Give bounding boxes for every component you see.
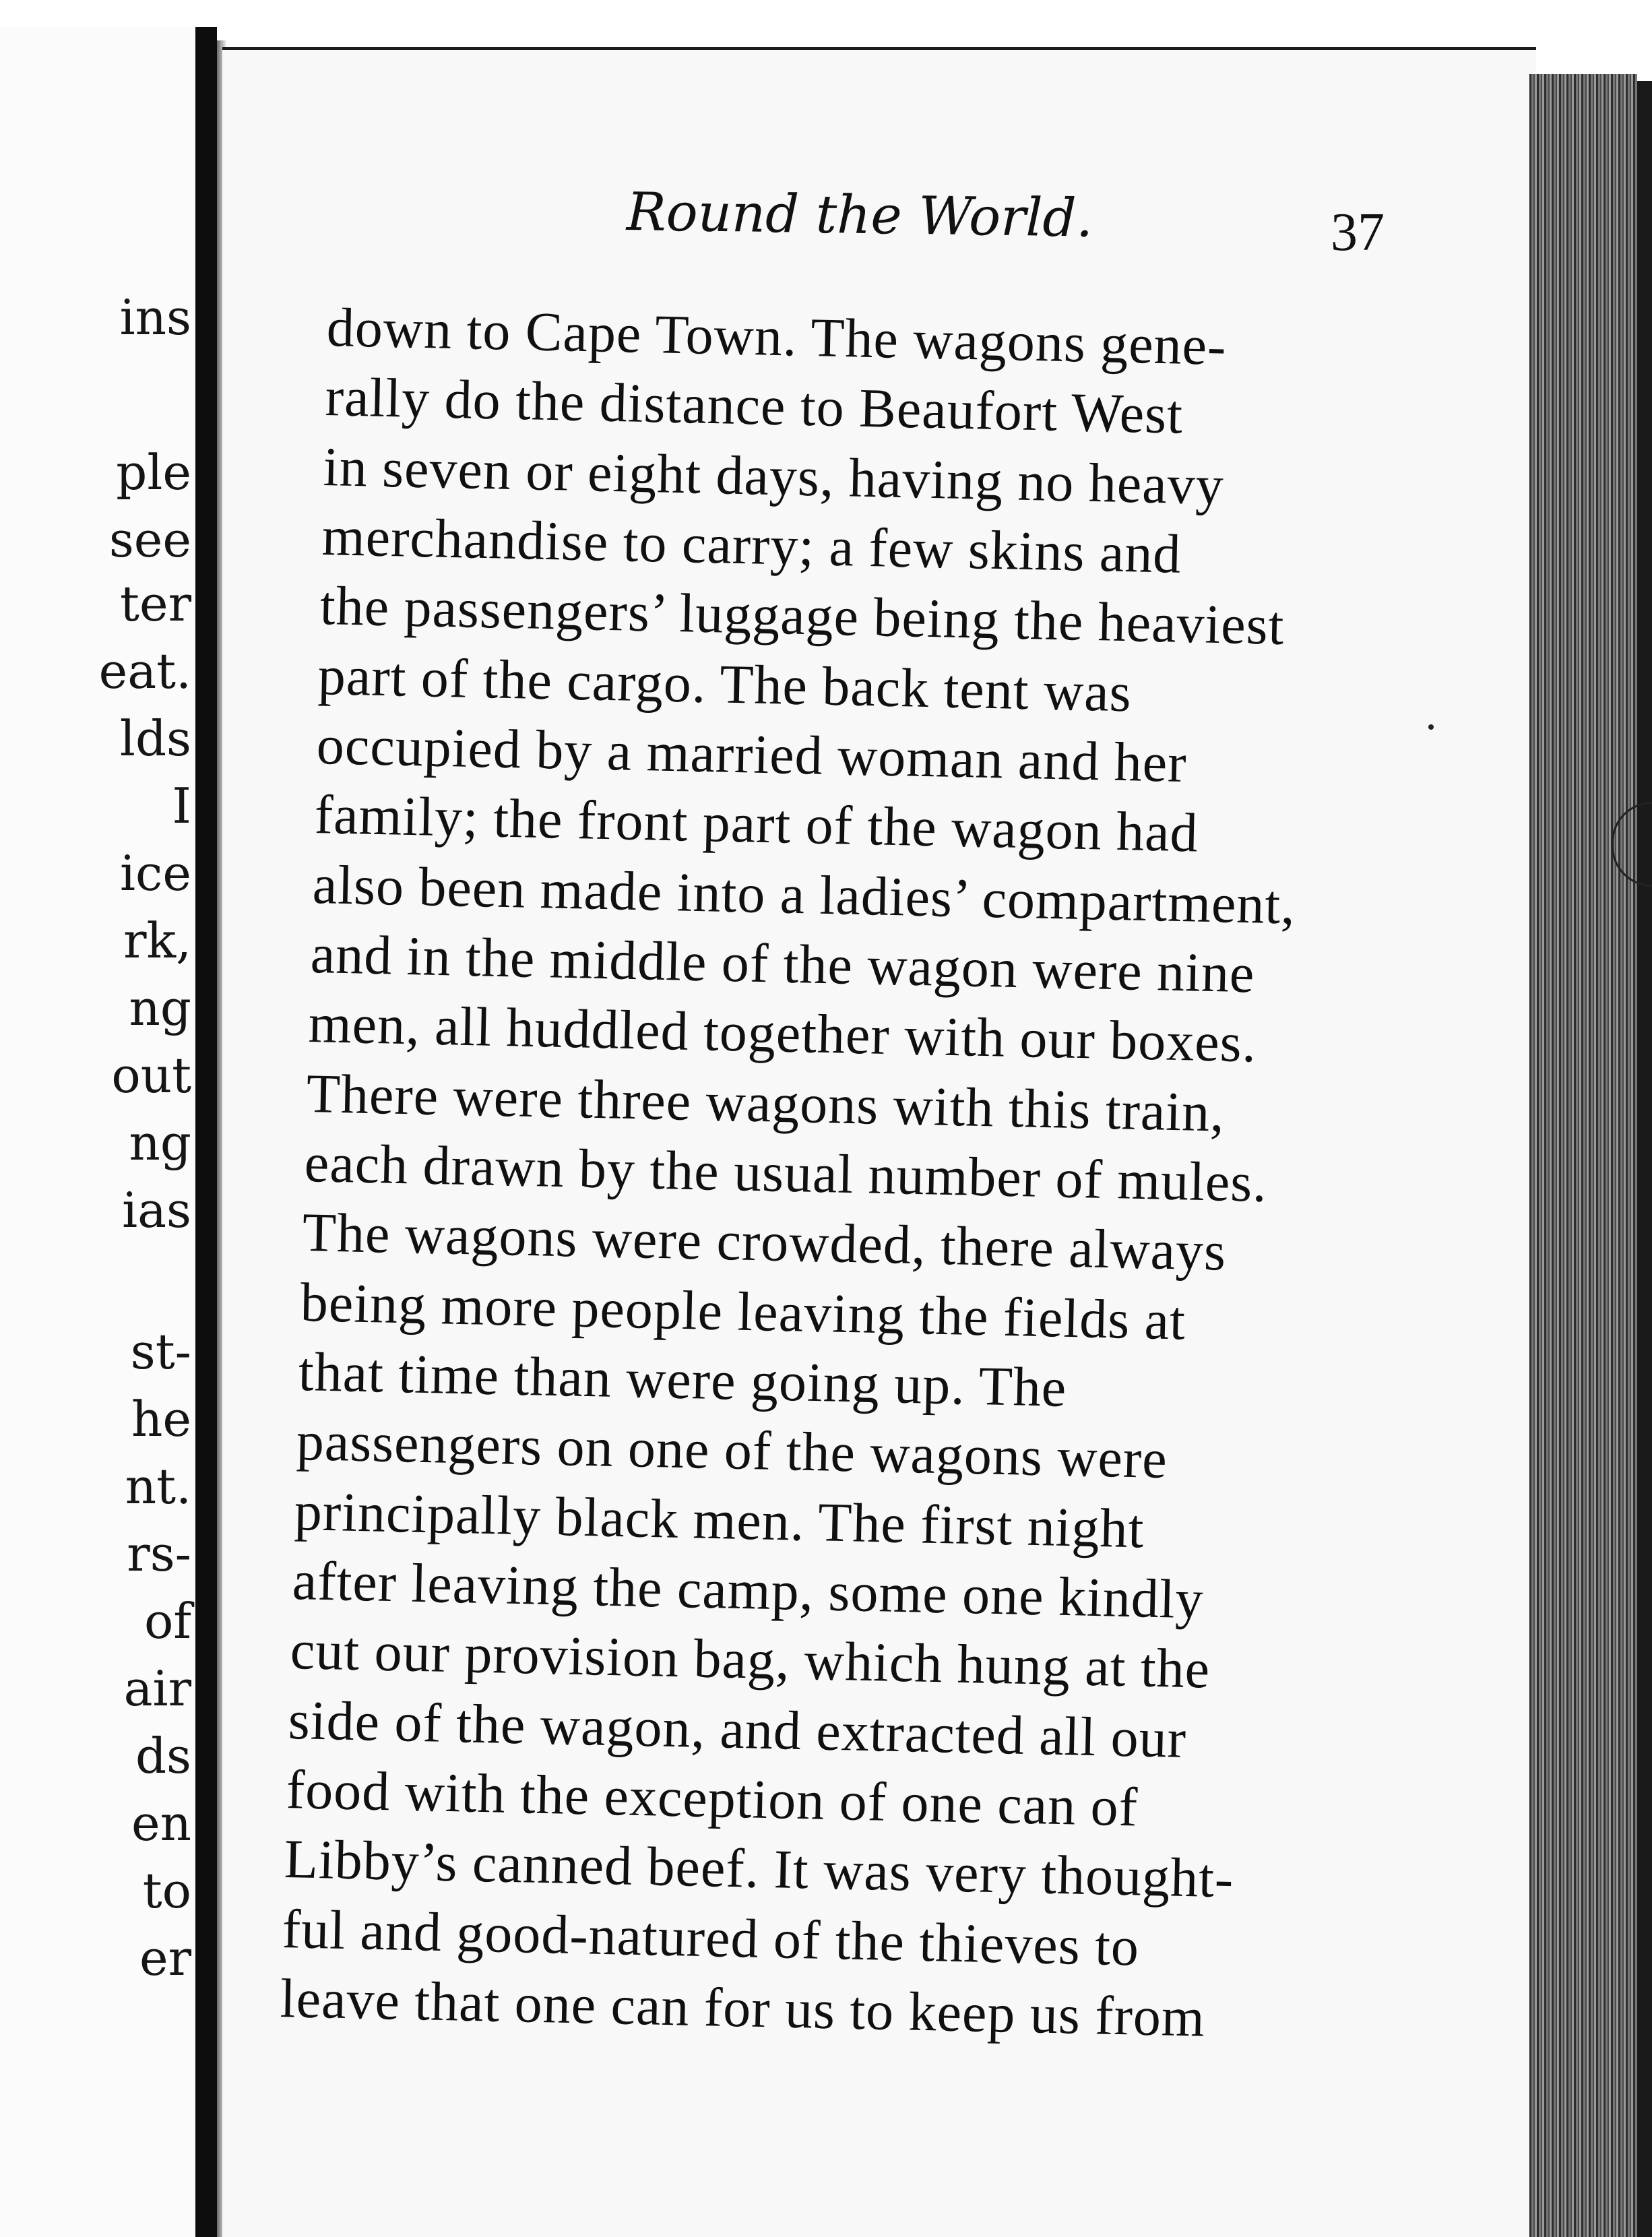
- left-page-fragment: air: [123, 1660, 191, 1717]
- body-line: family; the front part of the wagon had: [314, 784, 1199, 864]
- left-page-fragment: see: [108, 511, 191, 568]
- left-page-fragment: en: [131, 1795, 191, 1852]
- book-gutter: [195, 27, 217, 2237]
- body-line: after leaving the camp, some one kindly: [292, 1550, 1205, 1631]
- left-page-fragment: out: [111, 1047, 191, 1104]
- body-line: occupied by a married woman and her: [316, 714, 1188, 794]
- left-page-fragment: ple: [116, 444, 191, 501]
- body-line: cut our provision bag, which hung at the: [290, 1619, 1211, 1700]
- left-page-fragment: ng: [129, 980, 191, 1036]
- body-line: men, all huddled together with our boxes.: [308, 993, 1258, 1074]
- body-line: merchandise to carry; a few skins and: [321, 505, 1182, 585]
- body-line: part of the cargo. The back tent was: [317, 645, 1133, 724]
- page-number: 37: [1331, 203, 1385, 262]
- body-line: There were three wagons with this train,: [306, 1063, 1226, 1143]
- left-facing-page: [0, 27, 195, 2237]
- body-line: the passengers’ luggage being the heaviest: [319, 575, 1285, 656]
- body-line: each drawn by the usual number of mules.: [304, 1132, 1268, 1214]
- page-fore-edge-outer: [1637, 81, 1652, 2237]
- left-page-fragment: to: [142, 1862, 191, 1919]
- left-page-fragment: of: [144, 1593, 191, 1649]
- body-line: side of the wagon, and extracted all our: [288, 1689, 1187, 1769]
- left-page-fragment: he: [131, 1391, 191, 1447]
- running-head: Round the World.: [626, 182, 1093, 249]
- left-page-fragment: ng: [129, 1114, 191, 1171]
- body-line: principally black men. The first night: [294, 1480, 1145, 1560]
- left-page-fragment: rk,: [123, 912, 191, 969]
- left-page-fragment: er: [139, 1930, 191, 1986]
- left-page-fragment: rs-: [127, 1525, 191, 1582]
- left-page-fragment: nt.: [125, 1458, 191, 1515]
- body-line: that time than were going up. The: [298, 1341, 1068, 1418]
- body-line: food with the exception of one can of: [286, 1759, 1139, 1838]
- body-line: ful and good-natured of the thieves to: [282, 1898, 1140, 1978]
- page-fore-edge: [1529, 74, 1637, 2237]
- body-line: in seven or eight days, having no heavy: [323, 436, 1225, 516]
- body-line: passengers on one of the wagons were: [296, 1410, 1168, 1490]
- body-line: being more people leaving the fields at: [300, 1271, 1186, 1352]
- left-page-fragment: lds: [119, 710, 191, 767]
- left-page-fragment: st-: [130, 1323, 191, 1380]
- left-page-fragment: ter: [120, 575, 191, 632]
- left-page-fragment: eat.: [98, 643, 191, 699]
- body-line: and in the middle of the wagon were nine: [310, 923, 1256, 1005]
- body-line: The wagons were crowded, there always: [302, 1201, 1227, 1282]
- body-line: rally do the distance to Beaufort West: [325, 366, 1184, 445]
- body-line: leave that one can for us to keep us from: [280, 1967, 1206, 2048]
- body-line: down to Cape Town. The wagons gene-: [326, 296, 1228, 377]
- left-page-fragment: ds: [135, 1728, 191, 1784]
- left-page-fragment: ice: [120, 845, 191, 902]
- left-page-fragment: I: [172, 778, 191, 834]
- left-page-fragment: ins: [119, 289, 191, 346]
- left-page-fragment: ias: [122, 1182, 191, 1238]
- body-line: also been made into a ladies’ compartment,: [312, 854, 1296, 936]
- ink-speck: [1428, 724, 1434, 730]
- body-line: Libby’s canned beef. It was very thought-: [284, 1828, 1235, 1910]
